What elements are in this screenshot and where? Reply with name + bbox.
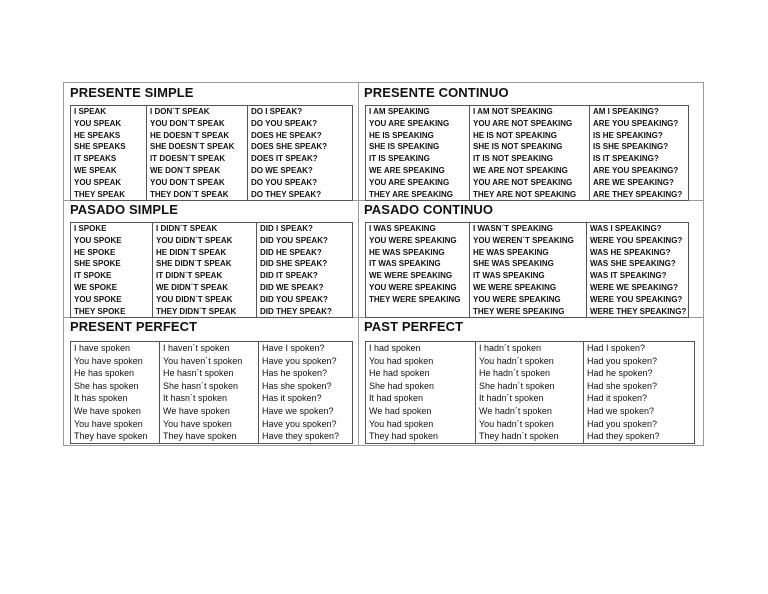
table-row <box>366 270 689 282</box>
affirmative-cell: We had spoken <box>366 405 476 418</box>
negative-cell: It hasn´t spoken <box>160 392 259 405</box>
section-presente-continuo <box>358 83 703 200</box>
affirmative-cell: THEY SPOKE <box>71 306 153 318</box>
section-pasado-continuo <box>358 200 703 317</box>
interrogative-cell: DO WE SPEAK? <box>248 165 353 177</box>
interrogative-cell: WAS IT SPEAKING? <box>587 270 689 282</box>
table-row <box>366 258 689 270</box>
table-row <box>71 367 353 380</box>
negative-cell: THEY DIDN´T SPEAK <box>153 306 257 318</box>
affirmative-cell: You had spoken <box>366 418 476 431</box>
table-row <box>366 282 689 294</box>
affirmative-cell: YOU WERE SPEAKING <box>366 282 470 294</box>
affirmative-cell: They had spoken <box>366 430 476 443</box>
interrogative-cell: Have you spoken? <box>259 418 353 431</box>
affirmative-cell: IT WAS SPEAKING <box>366 258 470 270</box>
affirmative-cell: WE WERE SPEAKING <box>366 270 470 282</box>
section-title: PASADO CONTINUO <box>364 202 494 217</box>
table-row <box>366 418 695 431</box>
negative-cell: I haven´t spoken <box>160 342 259 355</box>
negative-cell: SHE DOESN´T SPEAK <box>147 141 248 153</box>
table-row <box>71 130 353 142</box>
negative-cell: WE WERE SPEAKING <box>470 282 587 294</box>
table-row <box>71 380 353 393</box>
table-row <box>366 430 695 443</box>
table-row <box>366 380 695 393</box>
table-row <box>71 235 353 247</box>
affirmative-cell: IT SPOKE <box>71 270 153 282</box>
interrogative-cell: DOES IT SPEAK? <box>248 153 353 165</box>
table-row <box>71 177 353 189</box>
interrogative-cell: DOES SHE SPEAK? <box>248 141 353 153</box>
affirmative-cell: HE IS SPEAKING <box>366 130 470 142</box>
affirmative-cell: It has spoken <box>71 392 160 405</box>
interrogative-cell: WERE YOU SPEAKING? <box>587 294 689 306</box>
negative-cell: I AM NOT SPEAKING <box>470 106 590 118</box>
table-row <box>366 342 695 355</box>
negative-cell: THEY DON´T SPEAK <box>147 189 248 201</box>
affirmative-cell: YOU ARE SPEAKING <box>366 177 470 189</box>
affirmative-cell: IT IS SPEAKING <box>366 153 470 165</box>
table-row <box>366 177 689 189</box>
table-row <box>366 118 689 130</box>
section-present-perfect <box>64 317 358 445</box>
interrogative-cell: WERE THEY SPEAKING? <box>587 306 689 318</box>
negative-cell: YOU ARE NOT SPEAKING <box>470 118 590 130</box>
table-row <box>71 141 353 153</box>
negative-cell: WE DON´T SPEAK <box>147 165 248 177</box>
affirmative-cell: I SPOKE <box>71 223 153 235</box>
table-row <box>366 294 689 306</box>
negative-cell: It hadn´t spoken <box>476 392 584 405</box>
table-row <box>366 153 689 165</box>
affirmative-cell: THEY ARE SPEAKING <box>366 189 470 201</box>
affirmative-cell: I have spoken <box>71 342 160 355</box>
interrogative-cell: Has it spoken? <box>259 392 353 405</box>
affirmative-cell: YOU SPOKE <box>71 294 153 306</box>
negative-cell: YOU DON´T SPEAK <box>147 177 248 189</box>
interrogative-cell: DO YOU SPEAK? <box>248 118 353 130</box>
interrogative-cell: Had they spoken? <box>584 430 695 443</box>
interrogative-cell: DID YOU SPEAK? <box>257 294 353 306</box>
table-row <box>366 130 689 142</box>
negative-cell: HE DOESN´T SPEAK <box>147 130 248 142</box>
negative-cell: THEY ARE NOT SPEAKING <box>470 189 590 201</box>
table-row <box>71 430 353 443</box>
negative-cell: IT DOESN´T SPEAK <box>147 153 248 165</box>
negative-cell: You hadn´t spoken <box>476 355 584 368</box>
affirmative-cell: SHE IS SPEAKING <box>366 141 470 153</box>
affirmative-cell: WE SPOKE <box>71 282 153 294</box>
interrogative-cell: DOES HE SPEAK? <box>248 130 353 142</box>
negative-cell: You hadn´t spoken <box>476 418 584 431</box>
section-title: PAST PERFECT <box>364 319 464 334</box>
affirmative-cell: HE WAS SPEAKING <box>366 247 470 259</box>
section-past-perfect <box>358 317 703 445</box>
negative-cell: WE ARE NOT SPEAKING <box>470 165 590 177</box>
interrogative-cell: WERE YOU SPEAKING? <box>587 235 689 247</box>
grammar-sheet <box>63 82 704 446</box>
negative-cell: I DON´T SPEAK <box>147 106 248 118</box>
negative-cell: HE IS NOT SPEAKING <box>470 130 590 142</box>
interrogative-cell: DID WE SPEAK? <box>257 282 353 294</box>
negative-cell: YOU DIDN´T SPEAK <box>153 294 257 306</box>
section-presente-simple <box>64 83 358 200</box>
affirmative-cell: YOU ARE SPEAKING <box>366 118 470 130</box>
interrogative-cell: DID YOU SPEAK? <box>257 235 353 247</box>
section-pasado-simple <box>64 200 358 317</box>
conjugation-table <box>70 222 353 318</box>
table-row <box>71 118 353 130</box>
conjugation-table <box>365 105 689 201</box>
table-row <box>71 153 353 165</box>
interrogative-cell: ARE YOU SPEAKING? <box>590 118 689 130</box>
negative-cell: They have spoken <box>160 430 259 443</box>
table-row <box>71 355 353 368</box>
table-row <box>71 165 353 177</box>
interrogative-cell: IS IT SPEAKING? <box>590 153 689 165</box>
negative-cell: YOU DON´T SPEAK <box>147 118 248 130</box>
interrogative-cell: Had we spoken? <box>584 405 695 418</box>
interrogative-cell: Had it spoken? <box>584 392 695 405</box>
interrogative-cell: Have I spoken? <box>259 342 353 355</box>
affirmative-cell: I had spoken <box>366 342 476 355</box>
table-row <box>366 367 695 380</box>
affirmative-cell: You have spoken <box>71 418 160 431</box>
negative-cell: I hadn´t spoken <box>476 342 584 355</box>
interrogative-cell: Have they spoken? <box>259 430 353 443</box>
interrogative-cell: ARE WE SPEAKING? <box>590 177 689 189</box>
negative-cell: IT IS NOT SPEAKING <box>470 153 590 165</box>
negative-cell: SHE WAS SPEAKING <box>470 258 587 270</box>
negative-cell: THEY WERE SPEAKING <box>470 306 587 318</box>
table-row <box>366 405 695 418</box>
table-row <box>366 355 695 368</box>
interrogative-cell: Have we spoken? <box>259 405 353 418</box>
interrogative-cell: AM I SPEAKING? <box>590 106 689 118</box>
interrogative-cell: IS SHE SPEAKING? <box>590 141 689 153</box>
interrogative-cell: DID THEY SPEAK? <box>257 306 353 318</box>
affirmative-cell: YOU SPEAK <box>71 177 147 189</box>
affirmative-cell: She had spoken <box>366 380 476 393</box>
negative-cell: They hadn´t spoken <box>476 430 584 443</box>
section-title: PRESENT PERFECT <box>70 319 198 334</box>
table-row <box>71 418 353 431</box>
affirmative-cell: You had spoken <box>366 355 476 368</box>
table-row <box>71 223 353 235</box>
negative-cell: I DIDN´T SPEAK <box>153 223 257 235</box>
affirmative-cell: SHE SPEAKS <box>71 141 147 153</box>
interrogative-cell: DO I SPEAK? <box>248 106 353 118</box>
affirmative-cell: YOU SPOKE <box>71 235 153 247</box>
negative-cell: We have spoken <box>160 405 259 418</box>
interrogative-cell: Has she spoken? <box>259 380 353 393</box>
negative-cell: We hadn´t spoken <box>476 405 584 418</box>
affirmative-cell: We have spoken <box>71 405 160 418</box>
conjugation-table <box>365 341 695 444</box>
interrogative-cell: WERE WE SPEAKING? <box>587 282 689 294</box>
affirmative-cell: I AM SPEAKING <box>366 106 470 118</box>
interrogative-cell: DID IT SPEAK? <box>257 270 353 282</box>
affirmative-cell: She has spoken <box>71 380 160 393</box>
affirmative-cell: THEY SPEAK <box>71 189 147 201</box>
negative-cell: She hasn´t spoken <box>160 380 259 393</box>
negative-cell: IT DIDN´T SPEAK <box>153 270 257 282</box>
affirmative-cell: YOU SPEAK <box>71 118 147 130</box>
interrogative-cell: Had she spoken? <box>584 380 695 393</box>
affirmative-cell: WE SPEAK <box>71 165 147 177</box>
interrogative-cell: IS HE SPEAKING? <box>590 130 689 142</box>
table-row <box>71 282 353 294</box>
negative-cell: HE WAS SPEAKING <box>470 247 587 259</box>
section-title: PRESENTE CONTINUO <box>364 85 509 100</box>
table-row <box>366 141 689 153</box>
affirmative-cell: I WAS SPEAKING <box>366 223 470 235</box>
table-row <box>366 392 695 405</box>
table-row <box>71 106 353 118</box>
negative-cell: YOU DIDN´T SPEAK <box>153 235 257 247</box>
interrogative-cell: DO THEY SPEAK? <box>248 189 353 201</box>
affirmative-cell: SHE SPOKE <box>71 258 153 270</box>
interrogative-cell: ARE YOU SPEAKING? <box>590 165 689 177</box>
table-row <box>366 106 689 118</box>
table-row <box>71 270 353 282</box>
section-title: PRESENTE SIMPLE <box>70 85 194 100</box>
table-row <box>366 165 689 177</box>
negative-cell: You haven´t spoken <box>160 355 259 368</box>
negative-cell: He hasn´t spoken <box>160 367 259 380</box>
interrogative-cell: WAS SHE SPEAKING? <box>587 258 689 270</box>
conjugation-table <box>365 222 689 318</box>
negative-cell: HE DIDN´T SPEAK <box>153 247 257 259</box>
negative-cell: You have spoken <box>160 418 259 431</box>
table-row <box>71 405 353 418</box>
interrogative-cell: WAS HE SPEAKING? <box>587 247 689 259</box>
interrogative-cell: DID SHE SPEAK? <box>257 258 353 270</box>
affirmative-cell: IT SPEAKS <box>71 153 147 165</box>
interrogative-cell: DID HE SPEAK? <box>257 247 353 259</box>
negative-cell: I WASN´T SPEAKING <box>470 223 587 235</box>
negative-cell: YOU WEREN´T SPEAKING <box>470 235 587 247</box>
negative-cell: WE DIDN´T SPEAK <box>153 282 257 294</box>
affirmative-cell: HE SPEAKS <box>71 130 147 142</box>
interrogative-cell: Had he spoken? <box>584 367 695 380</box>
interrogative-cell: WAS I SPEAKING? <box>587 223 689 235</box>
affirmative-cell: HE SPOKE <box>71 247 153 259</box>
interrogative-cell: Had you spoken? <box>584 355 695 368</box>
conjugation-table <box>70 341 353 444</box>
affirmative-cell: WE ARE SPEAKING <box>366 165 470 177</box>
interrogative-cell: DO YOU SPEAK? <box>248 177 353 189</box>
interrogative-cell: Had I spoken? <box>584 342 695 355</box>
affirmative-cell: He has spoken <box>71 367 160 380</box>
table-row <box>71 294 353 306</box>
table-row <box>71 258 353 270</box>
interrogative-cell: Has he spoken? <box>259 367 353 380</box>
section-title: PASADO SIMPLE <box>70 202 178 217</box>
table-row <box>71 392 353 405</box>
affirmative-cell: They have spoken <box>71 430 160 443</box>
negative-cell: SHE DIDN´T SPEAK <box>153 258 257 270</box>
interrogative-cell: Have you spoken? <box>259 355 353 368</box>
table-row <box>366 235 689 247</box>
affirmative-cell: I SPEAK <box>71 106 147 118</box>
table-row <box>71 247 353 259</box>
affirmative-cell: He had spoken <box>366 367 476 380</box>
interrogative-cell: Had you spoken? <box>584 418 695 431</box>
affirmative-cell: It had spoken <box>366 392 476 405</box>
table-row <box>366 223 689 235</box>
negative-cell: He hadn´t spoken <box>476 367 584 380</box>
table-row <box>71 342 353 355</box>
negative-cell: IT WAS SPEAKING <box>470 270 587 282</box>
interrogative-cell: DID I SPEAK? <box>257 223 353 235</box>
affirmative-cell: THEY WERE SPEAKING <box>366 294 470 306</box>
table-row <box>366 247 689 259</box>
conjugation-table <box>70 105 353 201</box>
interrogative-cell: ARE THEY SPEAKING? <box>590 189 689 201</box>
negative-cell: YOU ARE NOT SPEAKING <box>470 177 590 189</box>
negative-cell: SHE IS NOT SPEAKING <box>470 141 590 153</box>
negative-cell: She hadn´t spoken <box>476 380 584 393</box>
negative-cell: YOU WERE SPEAKING <box>470 294 587 306</box>
affirmative-cell: YOU WERE SPEAKING <box>366 235 470 247</box>
affirmative-cell: You have spoken <box>71 355 160 368</box>
